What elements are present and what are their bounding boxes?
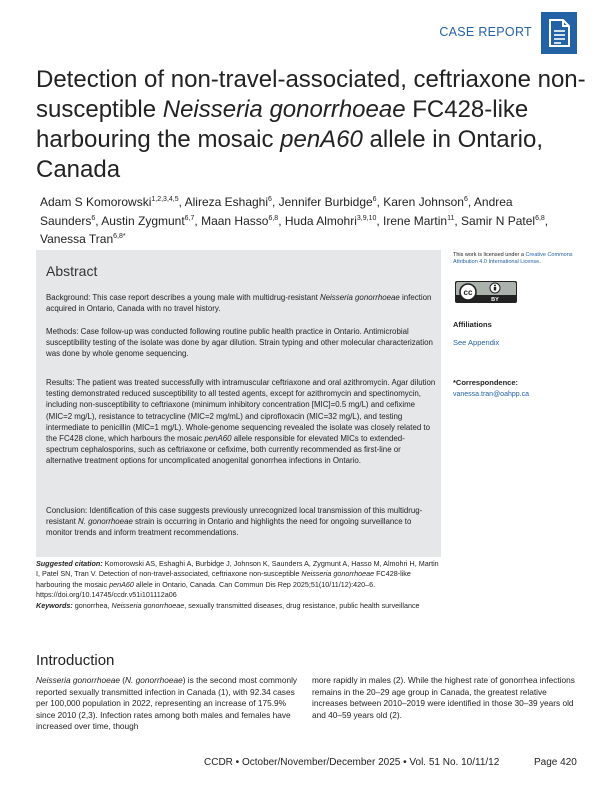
cc-by-icon[interactable] — [455, 281, 517, 303]
section-label: CASE REPORT — [439, 25, 532, 39]
text-italic: Neisseria gonorrhoeae — [111, 600, 185, 610]
suggested-citation — [36, 559, 441, 611]
author-affiliation: 6,8 — [535, 214, 545, 222]
text-run: Background: This case report describes a young male with multidrug-resistant — [46, 293, 320, 302]
article-title — [36, 65, 596, 185]
correspondence-label: *Correspondence: — [453, 378, 519, 387]
text-italic: N. gonorrhoeae — [125, 675, 183, 685]
text-run: infection acquired in Ontario, Canada with no travel history. — [46, 293, 432, 314]
text-italic: Neisseria gonorrhoeae — [301, 569, 375, 579]
keywords-label: Keywords: — [36, 600, 73, 610]
text-run: . — [539, 259, 541, 265]
abstract-background — [46, 292, 436, 314]
author-name: Adam S Komorowski — [40, 195, 152, 209]
author-name: Maan Hasso — [201, 213, 269, 228]
introduction-column-right: more rapidly in males (2). While the highest rate of gonorrhea infections remains in the 20–29 age group in Canada, the greatest relative increases between 2010–2019 were identified in those 30–39 years old and 40–59 years old (2). — [312, 675, 575, 720]
text-run: ) is the second most commonly reported sexually transmitted infection in Canada (1), with 92.34 cases per 100,000 population in 2022, representing an increase of 175.9% since 2010 (2,3). Infection rates among both males and females have increased over time, though — [36, 675, 298, 731]
text-run: , sexually transmitted diseases, drug resistance, public health surveillance — [184, 600, 420, 610]
title-part: allele in Ontario, Canada — [36, 126, 543, 183]
cc-label: BY — [491, 297, 499, 303]
author-affiliation: 6,7 — [184, 214, 195, 222]
text-run: ( — [119, 675, 126, 685]
document-icon — [541, 12, 577, 54]
text-run: Komorowski AS, Eshaghi A, Burbidge J, Johnson K, Saunders A, Zygmunt A, Hasso M, Almohri H, Martin I, Patel SN, Tran V. Detection of non-travel-associated, ceftriaxone non-susceptible — [36, 559, 439, 579]
citation-label: Suggested citation: — [36, 559, 103, 568]
license-link[interactable]: Creative Commons Attribution 4.0 International License — [453, 252, 573, 265]
author-affiliation: 11 — [447, 214, 455, 222]
affiliations-link[interactable]: See Appendix — [453, 338, 500, 347]
text-run: gonorrhea, — [72, 600, 112, 610]
author-name: Huda Almohri — [284, 213, 357, 228]
correspondence-email[interactable]: vanessa.tran@oahpp.ca — [453, 391, 529, 398]
abstract-heading: Abstract — [46, 263, 98, 279]
introduction-heading: Introduction — [36, 652, 115, 669]
author-name: Andrea Saunders — [40, 195, 513, 228]
text-run: FC428-like harbouring the mosaic — [36, 569, 411, 589]
author-name: Irene Martin — [383, 213, 448, 228]
text-run: allele in Ontario, Canada. Can Commun Dis Rep 2025;51(10/11/12):420–6. https://doi.org/10.14745/ccdr.v51i101112a06 — [36, 579, 376, 600]
author-name: Karen Johnson — [383, 195, 464, 209]
svg-text:cc: cc — [463, 288, 473, 297]
text-run: strain is occurring in Ontario and highlights the need for ongoing surveillance to monitor trends and inform treatment recommendations. — [46, 517, 412, 538]
text-italic: penA60 — [204, 434, 232, 444]
author-name: Samir N Patel — [461, 213, 536, 228]
author-affiliation: 1,2,3,4,5 — [151, 196, 179, 203]
text-italic: penA60 — [109, 579, 134, 589]
text-run: Results: The patient was treated successfully with intramuscular ceftriaxone and oral azithromycin. Agar dilution testing demonstrated reduced susceptibility to all tested agents, except for azithromycin and spectinomycin, including non-susceptibility to ceftriaxone (minimum inhibitory concentration [MIC]=0.5 mg/L) and cefixime (MIC=2 mg/L), resistance to tetracycline (MIC=2 mg/mL) and ciprofloxacin (MIC=32 mg/L), and testing intermediate to penicillin (MIC=1 mg/L). Whole-genome sequencing revealed the isolate was closely related to the FC428 clone, which harbours the mosaic — [46, 378, 436, 444]
text-run: Conclusion: Identification of this case suggests previously unrecognized local transmission of this multidrug-resistant — [46, 506, 423, 527]
author-affiliation: 6,8 — [268, 214, 279, 222]
author-list: Adam S Komorowski$^{1,2,3,4,5}$, Alireza Eshaghi$^6$, Jennifer Burbidge$^6$, Karen Johnson$^6$, Andrea Saunders$^6$, Austin Zygmunt$^{6,7}$, Maan Hasso$^{6,8}$, Huda Almohri$^{3,9,10}$, Irene Martin$^{11}$, Samir N Patel$^{6,8}$, Vanessa Tran$^{6,8*}$ — [40, 195, 549, 246]
author-name: Austin Zygmunt — [101, 213, 185, 228]
author-affiliation: 6,8* — [113, 233, 126, 240]
author-affiliation: 6 — [268, 196, 272, 203]
journal-footer: CCDR • October/November/December 2025 • Vol. 51 No. 10/11/12 — [204, 757, 500, 768]
author-affiliation: 6 — [91, 214, 96, 222]
author-name: Jennifer Burbidge — [278, 195, 373, 209]
title-part: FC428-like harbouring the mosaic — [36, 96, 529, 153]
title-italic: Neisseria gonorrhoeae — [162, 96, 406, 123]
author-affiliation: 6 — [463, 196, 468, 203]
text-italic: Neisseria gonorrhoeae — [36, 675, 120, 685]
abstract-conclusion — [46, 505, 436, 539]
author-name: Alireza Eshaghi — [184, 195, 269, 209]
author-affiliation: 3,9,10 — [356, 214, 377, 222]
page-number: Page 420 — [534, 757, 577, 768]
text-italic: N. gonorrhoeae — [78, 517, 133, 527]
text-run: This work is licensed under a — [453, 252, 526, 258]
introduction-column-left — [36, 675, 299, 733]
abstract-results — [46, 377, 436, 467]
title-italic: penA60 — [280, 126, 363, 153]
text-italic: Neisseria gonorrhoeae — [319, 293, 400, 302]
abstract-methods: Methods: Case follow-up was conducted following routine public health practice in Ontario. Antimicrobial susceptibility testing of the isolate was done by agar dilution. Strain typing and other molecular characterization was done by whole genome sequencing. — [46, 327, 433, 359]
text-run: allele responsible for elevated MICs to extended-spectrum cephalosporins, such as ceftriaxone or cefixime, both currently recommended as first-line or alternative treatment options for uncomplicated anogenital gonorrhea infections in Ontario. — [46, 434, 405, 466]
author-name: Vanessa Tran — [40, 232, 114, 246]
affiliations-label: Affiliations — [453, 320, 492, 329]
author-affiliation: 6 — [372, 196, 377, 203]
title-part: Detection of non-travel-associated, ceftriaxone non-susceptible — [36, 66, 586, 123]
license-notice — [453, 252, 581, 266]
